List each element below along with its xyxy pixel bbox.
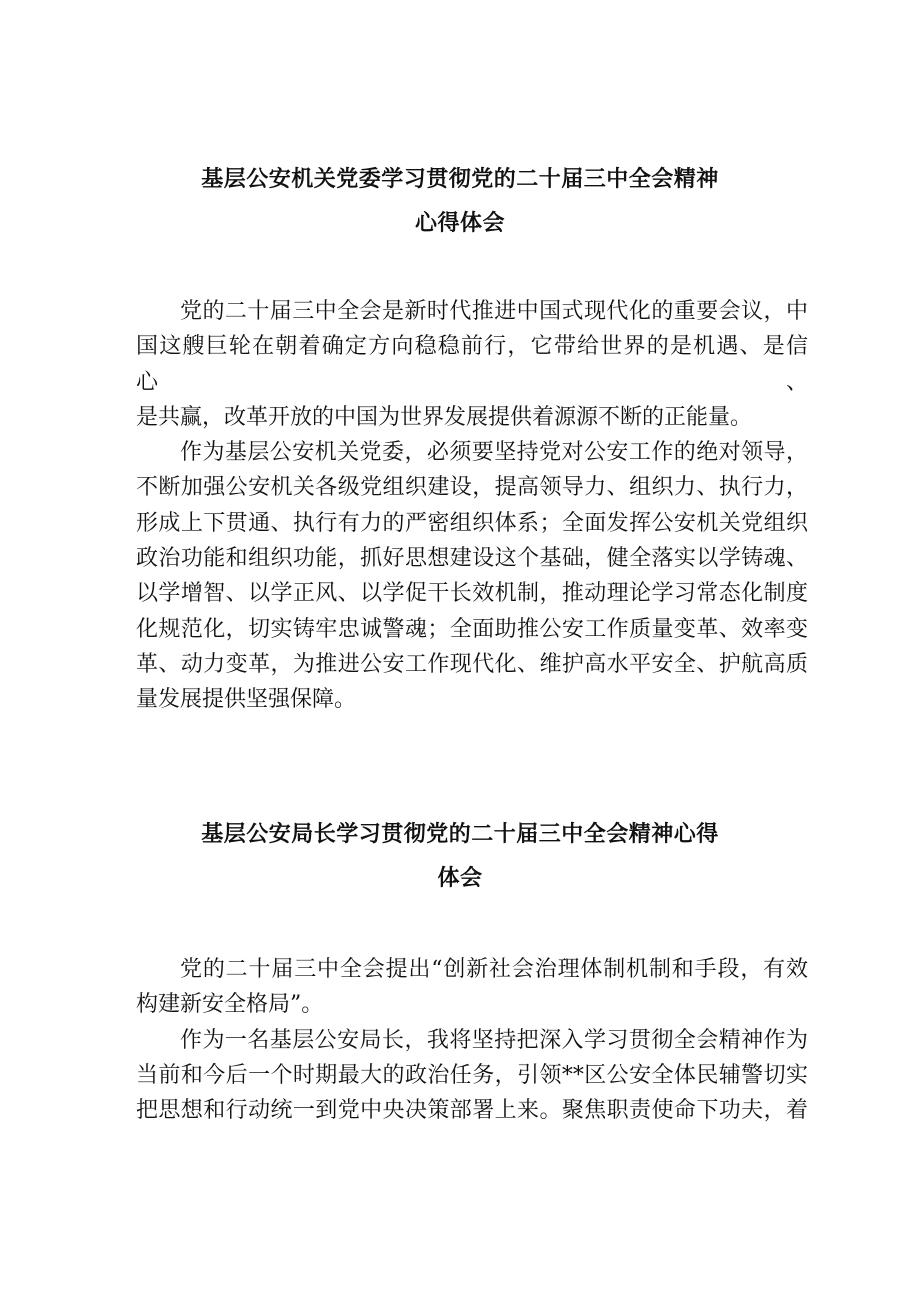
paragraph-line: 作为基层公安机关党委，必须要坚持党对公安工作的绝对领导，	[180, 440, 808, 466]
paragraph-line: 党的二十届三中全会是新时代推进中国式现代化的重要会议，中	[180, 299, 808, 324]
title-line: 基层公安机关党委学习贯彻党的二十届三中全会精神	[201, 167, 719, 192]
paragraph-line: 政治功能和组织功能，抓好思想建设这个基础，健全落实以学铸魂、	[136, 546, 808, 572]
paragraph-line: 以学增智、以学正风、以学促干长效机制，推动理论学习常态化制度	[136, 581, 808, 607]
paragraph-line: 当前和今后一个时期最大的政治任务，引领**区公安全体民辅警切实	[136, 1062, 808, 1088]
paragraph-line: 形成上下贯通、执行有力的严密组织体系；全面发挥公安机关党组织	[136, 510, 808, 536]
paragraph-line: 化规范化，切实铸牢忠诚警魂；全面助推公安工作质量变革、效率变	[136, 616, 808, 642]
paragraph-line: 党的二十届三中全会提出“创新社会治理体制机制和手段，有效	[180, 957, 808, 982]
title-line: 体会	[437, 866, 483, 891]
paragraph-line: 作为一名基层公安局长，我将坚持把深入学习贯彻全会精神作为	[180, 1027, 808, 1053]
paragraph-line: 不断加强公安机关各级党组织建设，提高领导力、组织力、执行力，	[136, 475, 808, 501]
paragraph-line: 国这艘巨轮在朝着确定方向稳稳前行，它带给世界的是机遇、是信心、	[136, 334, 808, 395]
paragraph-line: 是共赢，改革开放的中国为世界发展提供着源源不断的正能量。	[136, 404, 753, 430]
paragraph-line: 革、动力变革，为推进公安工作现代化、维护高水平安全、护航高质	[136, 651, 808, 677]
section-1-title	[100, 158, 820, 246]
paragraph-line: 构建新安全格局”。	[136, 992, 324, 1018]
paragraph-line: 量发展提供坚强保障。	[136, 687, 357, 713]
title-line: 心得体会	[414, 211, 505, 236]
title-line: 基层公安局长学习贯彻党的二十届三中全会精神心得	[201, 822, 719, 847]
section-2-body	[136, 952, 808, 1128]
section-2-title	[100, 813, 820, 901]
section-1-body	[136, 294, 808, 718]
paragraph-line: 把思想和行动统一到党中央决策部署上来。聚焦职责使命下功夫，着	[136, 1098, 808, 1124]
